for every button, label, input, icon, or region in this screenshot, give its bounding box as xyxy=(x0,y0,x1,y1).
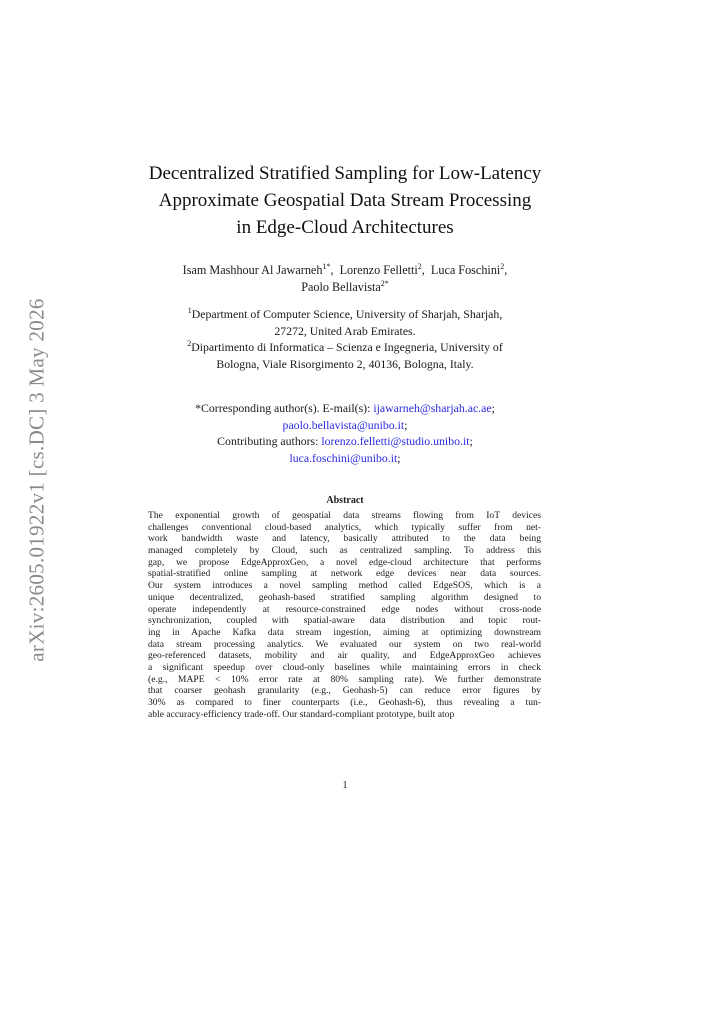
abstract-line: managed completely by Cloud, such as centralized sampling. To address this xyxy=(148,545,541,557)
abstract-line: data stream processing analytics. We evaluated our system on two real-world xyxy=(148,638,541,650)
affiliation-text: Dipartimento di Informatica – Scienza e Ingegneria, University of xyxy=(191,340,503,354)
contributing-label: Contributing authors: xyxy=(217,434,322,448)
abstract-line: work bandwidth waste and latency, basically attributed to the data being xyxy=(148,533,541,545)
abstract-heading: Abstract xyxy=(326,495,364,506)
affiliation-marker: 2 xyxy=(187,339,192,349)
paper-title xyxy=(110,160,580,241)
author-name: Isam Mashhour Al Jawarneh xyxy=(182,263,323,277)
correspondence-line: paolo.bellavista@unibo.it; xyxy=(282,417,408,432)
author-affiliation-marker: 2 xyxy=(500,261,505,271)
abstract-line: The exponential growth of geospatial data streams flowing from IoT devices xyxy=(148,510,541,521)
author-line: Isam Mashhour Al Jawarneh$^{1*}$, Lorenzo Felletti$^2$, Luca Foschini$^2$, xyxy=(182,261,508,277)
abstract-line: a significant speedup over cloud-only baselines while maintaining errors in check xyxy=(148,661,541,673)
title-line: Decentralized Stratified Sampling for Low-Latency xyxy=(148,163,542,184)
author-affiliation-marker: 1* xyxy=(322,261,331,271)
email-link[interactable]: luca.foschini@unibo.it xyxy=(289,450,398,465)
author-name: Luca Foschini xyxy=(430,263,501,277)
title-line: in Edge-Cloud Architectures xyxy=(236,217,454,238)
abstract-line: synchronization, coupled with spatial-aware data distribution and topic rout- xyxy=(148,615,541,627)
affiliation-text: Department of Computer Science, University of Sharjah, Sharjah, xyxy=(191,307,503,321)
correspondence-line: *Corresponding author(s). E-mail(s): ijawarneh@sharjah.ac.ae; xyxy=(195,401,495,415)
affiliation-line: 27272, United Arab Emirates. xyxy=(274,323,416,338)
abstract-line: geo-referenced datasets, mobility and air quality, and EdgeApproxGeo achieves xyxy=(148,650,541,662)
abstract-body xyxy=(148,510,541,720)
affiliations xyxy=(110,306,580,372)
abstract-line: able accuracy-efficiency trade-off. Our standard-compliant prototype, built atop xyxy=(148,708,455,720)
correspondence-line: Contributing authors: lorenzo.felletti@studio.unibo.it; xyxy=(217,434,473,448)
abstract-line: (e.g., MAPE < 10% error rate at 80% sampling rate). We further demonstrate xyxy=(148,673,541,685)
author-name: Lorenzo Felletti xyxy=(339,263,418,277)
arxiv-identifier[interactable]: arXiv:2605.01922v1 [cs.DC] 3 May 2026 xyxy=(24,298,49,662)
abstract-line: gap, we propose EdgeApproxGeo, a novel edge-cloud architecture that performs xyxy=(148,556,541,568)
author-affiliation-marker: 2* xyxy=(380,278,389,288)
abstract-line: ing in Apache Kafka data stream ingestion, aiming at optimizing downstream xyxy=(148,626,541,638)
abstract-line: Our system introduces a novel sampling method called EdgeSOS, which is a xyxy=(148,580,541,592)
abstract-line: challenges conventional cloud-based analytics, which typically suffer from net- xyxy=(148,521,541,533)
abstract-line: that coarser geohash granularity (e.g., Geohash-5) can reduce error figures by xyxy=(148,685,541,697)
abstract-line: operate independently at resource-constrained edge nodes without cross-node xyxy=(148,603,541,615)
author-affiliation-marker: 2 xyxy=(417,261,422,271)
affiliation-line xyxy=(110,339,580,356)
author-name: Paolo Bellavista xyxy=(301,280,381,294)
correspondence-label: *Corresponding author(s). E-mail(s): xyxy=(195,401,374,415)
email-link[interactable]: ijawarneh@sharjah.ac.ae xyxy=(373,401,492,415)
title-line: Approximate Geospatial Data Stream Processing xyxy=(158,190,532,211)
author-line xyxy=(110,279,580,296)
email-link[interactable]: lorenzo.felletti@studio.unibo.it xyxy=(321,434,470,448)
abstract-line: unique decentralized, geohash-based stratified sampling algorithm designed to xyxy=(148,591,541,603)
correspondence-line: luca.foschini@unibo.it; xyxy=(289,450,401,465)
abstract-line: 30% as compared to finer counterparts (i.e., Geohash-6), thus revealing a tun- xyxy=(148,697,541,708)
affiliation-line xyxy=(110,306,580,323)
affiliation-line: Bologna, Viale Risorgimento 2, 40136, Bologna, Italy. xyxy=(216,356,474,371)
email-link[interactable]: paolo.bellavista@unibo.it xyxy=(282,417,405,432)
author-list xyxy=(110,262,580,296)
page-number: 1 xyxy=(342,780,348,791)
correspondence-block xyxy=(110,400,580,466)
affiliation-marker: 1 xyxy=(187,306,192,316)
abstract-line: spatial-stratified online sampling at network edge devices near data sources. xyxy=(148,568,541,580)
